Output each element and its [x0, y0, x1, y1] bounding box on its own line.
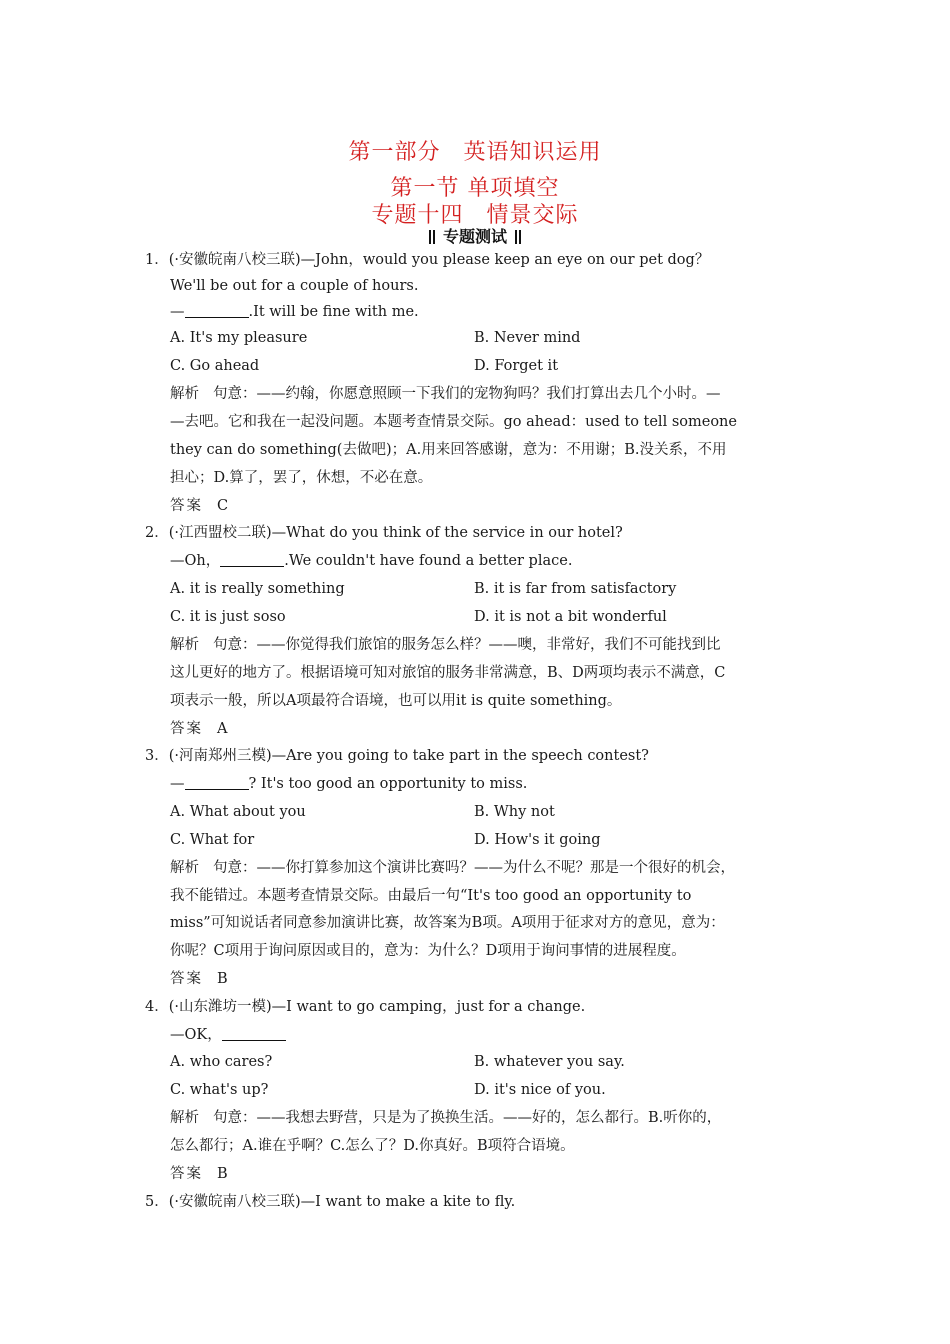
- option-b: B. it is far from satisfactory: [474, 581, 677, 597]
- part-title: 第一部分 英语知识运用: [348, 140, 602, 165]
- analysis-line: 这儿更好的地方了。根据语境可知对旅馆的服务非常满意，B、D两项均表示不满意，C: [170, 665, 726, 681]
- question-stem: 1．(·安徽皖南八校三联)—John，would you please keep an eye on our pet dog？: [145, 252, 710, 268]
- option-b: B. Never mind: [474, 330, 581, 346]
- option-a: A. it is really something: [170, 581, 345, 597]
- option-c: C. it is just soso: [170, 609, 286, 625]
- answer-line: 答案 B: [170, 1166, 228, 1182]
- analysis-line: 项表示一般，所以A项最符合语境，也可以用it is quite something。: [170, 693, 622, 709]
- question-stem: 3．(·河南郑州三模)—Are you going to take part in the speech contest?: [145, 748, 649, 764]
- blank-line: [220, 552, 284, 567]
- answer-line: 答案 C: [170, 498, 229, 514]
- question-stem: 5．(·安徽皖南八校三联)—I want to make a kite to fly.: [145, 1194, 516, 1210]
- option-d: D. it is not a bit wonderful: [474, 609, 667, 625]
- section-badge: [0, 224, 950, 247]
- option-a: A. What about you: [170, 804, 306, 820]
- analysis-line: 你呢？C项用于询问原因或目的，意为：为什么？D项用于询问事情的进展程度。: [170, 943, 686, 959]
- analysis-line: they can do something(去做吧)；A.用来回答感谢，意为：不用谢；B.没关系，不用: [170, 442, 727, 458]
- analysis-line: miss”可知说话者同意参加演讲比赛，故答案为B项。A项用于征求对方的意见，意为：: [170, 915, 725, 931]
- analysis-line: 解析 句意：——约翰，你愿意照顾一下我们的宠物狗吗？我们打算出去几个小时。—: [170, 386, 721, 402]
- analysis-line: —去吧。它和我在一起没问题。本题考查情景交际。go ahead：used to tell someone: [170, 414, 737, 430]
- analysis-line: 我不能错过。本题考查情景交际。由最后一句“It's too good an opportunity to: [170, 888, 692, 904]
- option-b: B. whatever you say.: [474, 1054, 625, 1070]
- topic-title: 专题十四 情景交际: [371, 203, 579, 228]
- badge-bar-icon: [429, 230, 435, 244]
- analysis-line: 怎么都行；A.谁在乎啊？C.怎么了？D.你真好。B项符合语境。: [170, 1138, 575, 1154]
- analysis-line: 解析 句意：——你打算参加这个演讲比赛吗？——为什么不呢？那是一个很好的机会，: [170, 860, 735, 876]
- analysis-line: 解析 句意：——我想去野营，只是为了换换生活。——好的，怎么都行。B.听你的，: [170, 1110, 722, 1126]
- option-a: A. It's my pleasure: [170, 330, 308, 346]
- question-stem: 2．(·江西盟校二联)—What do you think of the service in our hotel?: [145, 525, 623, 541]
- response-line: — ? It's too good an opportunity to miss.: [170, 776, 528, 792]
- option-d: D. Forget it: [474, 358, 559, 374]
- answer-line: 答案 A: [170, 721, 228, 737]
- option-d: D. How's it going: [474, 832, 601, 848]
- badge-bar-icon: [515, 230, 521, 244]
- badge-label: 专题测试: [442, 227, 507, 246]
- option-d: D. it's nice of you.: [474, 1082, 606, 1098]
- answer-line: 答案 B: [170, 971, 228, 987]
- response-line: —OK，: [170, 1025, 286, 1045]
- analysis-line: 担心；D.算了，罢了，休想，不必在意。: [170, 470, 433, 486]
- option-c: C. what's up?: [170, 1082, 269, 1098]
- blank-line: [185, 303, 249, 318]
- option-b: B. Why not: [474, 804, 555, 820]
- blank-line: [185, 775, 249, 790]
- question-stem: 4．(·山东潍坊一模)—I want to go camping，just for a change.: [145, 999, 586, 1015]
- option-a: A. who cares?: [170, 1054, 273, 1070]
- response-line: —Oh， .We couldn't have found a better place.: [170, 553, 573, 569]
- question-stem-cont: We'll be out for a couple of hours.: [170, 278, 419, 294]
- option-c: C. Go ahead: [170, 358, 260, 374]
- option-c: C. What for: [170, 832, 255, 848]
- response-line: — .It will be fine with me.: [170, 304, 419, 320]
- blank-line: [222, 1026, 286, 1041]
- section-title: 第一节 单项填空: [390, 176, 560, 201]
- analysis-line: 解析 句意：——你觉得我们旅馆的服务怎么样？——噢，非常好，我们不可能找到比: [170, 637, 721, 653]
